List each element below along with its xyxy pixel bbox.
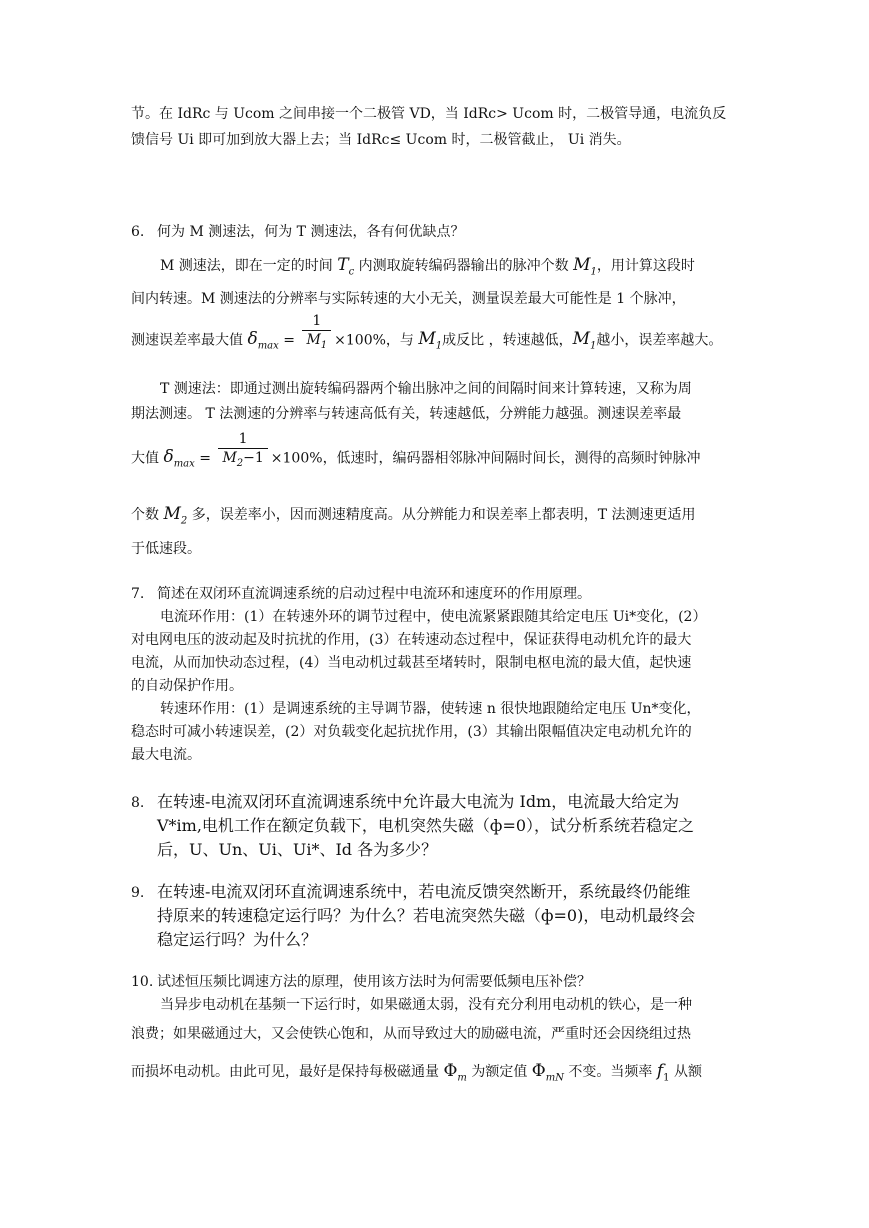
paragraph-line: 节。在 IdRc 与 Ucom 之间串接一个二极管 VD，当 IdRc> Ucom 时，二极管导通，电流负反: [131, 106, 727, 122]
paragraph-line: 当异步电动机在基频一下运行时，如果磁通太弱，没有充分利用电动机的铁心，是一种: [160, 997, 692, 1013]
paragraph-line: 间内转速。M 测速法的分辨率与实际转速的大小无关，测量误差最大可能性是 1 个脉冲，: [131, 291, 686, 307]
paragraph-line: 稳态时可减小转速误差，(2）对负载变化起抗扰作用，(3）其输出限幅值决定电动机允许的: [131, 724, 692, 740]
question-text: 稳定运行吗？为什么？: [157, 930, 318, 949]
math-percent: ×100%: [270, 450, 323, 467]
paragraph-line: [160, 255, 770, 282]
question-number: 6.: [131, 224, 145, 240]
paragraph-line: 最大电流。: [131, 747, 201, 763]
text-run: 内测取旋转编码器输出的脉冲个数: [358, 258, 569, 274]
question-number: 8.: [131, 795, 145, 811]
text-run: ，低速时，编码器相邻脉冲间隔时间长，测得的高频时钟脉冲: [322, 450, 701, 467]
paragraph-line: 电流，从而加快动态过程，(4）当电动机过载甚至堵转时，限制电枢电流的最大值，起快速: [131, 655, 692, 671]
text-run: 个数: [131, 507, 159, 523]
math-delta-max: $\delta_{max}$: [163, 447, 195, 470]
math-fraction: $\frac{1}{M_1}$: [302, 312, 331, 355]
question-8: [131, 790, 741, 815]
question-10-title: [131, 972, 741, 992]
math-M2: $M_2$: [163, 504, 188, 527]
question-9: [131, 880, 741, 905]
question-number: 10.: [131, 974, 154, 990]
text-run: ，用计算这段时: [596, 258, 695, 274]
text-run: 从额: [673, 1064, 702, 1080]
paragraph-line: [131, 1061, 741, 1088]
paragraph-line: 电流环作用：(1）在转速外环的调节过程中，使电流紧紧跟随其给定电压 Ui*变化，(2）: [160, 609, 707, 625]
text-run: ，与: [385, 332, 414, 349]
math-percent: ×100%: [334, 332, 386, 349]
math-fraction: $\frac{1}{M_2-1}$: [218, 430, 267, 473]
paragraph-line: [131, 313, 741, 357]
text-run: 多，误差率小，因而测速精度高。从分辨能力和误差率上都表明，T 法测速更适用: [191, 507, 696, 523]
paragraph-line: 期法测速。 T 法测速的分辨率与转速高低有关，转速越低，分辨能力越强。测速误差率最: [131, 406, 682, 422]
math-delta-max: $\delta_{max}$: [247, 329, 279, 352]
text-run: M 测速法，即在一定的时间: [160, 258, 333, 274]
math-f1: $f_1$: [656, 1061, 670, 1084]
math-M1: $M_1$: [573, 255, 597, 278]
question-6-title: [131, 222, 741, 242]
question-text: 何为 M 测速法，何为 T 测速法，各有何优缺点？: [157, 224, 465, 240]
paragraph-line: 馈信号 Ui 即可加到放大器上去；当 IdRc≤ Ucom 时，二极管截止， Ui 消失。: [131, 132, 631, 148]
math-equals: =: [199, 450, 211, 467]
math-equals: =: [283, 332, 295, 349]
math-M1: $M_1$: [572, 329, 597, 352]
paragraph-line: 对电网电压的波动起及时抗扰的作用，(3）在转速动态过程中，保证获得电动机允许的最大: [131, 632, 692, 648]
paragraph-line: [131, 431, 741, 475]
math-Phi-m: $\Phi_m$: [443, 1061, 467, 1084]
text-run: 成反比 ，转速越低，: [442, 332, 573, 349]
paragraph-line: 浪费；如果磁通过大，又会使铁心饱和，从而导致过大的励磁电流，严重时还会因绕组过热: [131, 1026, 691, 1042]
question-text: 简述在双闭环直流调速系统的启动过程中电流环和速度环的作用原理。: [157, 586, 591, 602]
text-run: 测速误差率最大值: [131, 332, 243, 349]
text-run: 不变。当频率: [568, 1064, 653, 1080]
paragraph-line: 的自动保护作用。: [131, 678, 243, 694]
question-7-title: [131, 584, 741, 604]
text-run: 越小，误差率越大。: [596, 332, 723, 349]
math-Phi-mN: $\Phi_{mN}$: [531, 1061, 564, 1084]
question-text: 试述恒压频比调速方法的原理，使用该方法时为何需要低频电压补偿？: [157, 974, 591, 990]
text-run: 大值: [131, 450, 159, 467]
paragraph-line: 转速环作用：(1）是调速系统的主导调节器，使转速 n 很快地跟随给定电压 Un*变化，: [160, 701, 701, 717]
question-number: 7.: [131, 586, 145, 602]
question-number: 9.: [131, 885, 145, 901]
paragraph-line: 于低速段。: [131, 541, 201, 557]
question-text: 在转速-电流双闭环直流调速系统中允许最大电流为 Idm，电流最大给定为: [157, 792, 680, 811]
paragraph-line: T 测速法：即通过测出旋转编码器两个输出脉冲之间的间隔时间来计算转速，又称为周: [160, 381, 692, 397]
paragraph-line: [131, 504, 741, 531]
question-text: 持原来的转速稳定运行吗？为什么？若电流突然失磁（ф=0)，电动机最终会: [157, 906, 696, 925]
question-text: 后，U、Un、Ui、Ui*、Id 各为多少？: [157, 840, 438, 859]
math-M1: $M_1$: [418, 329, 443, 352]
question-text: V*im,电机工作在额定负载下，电机突然失磁（ф=0），试分析系统若稳定之: [157, 816, 695, 835]
question-text: 在转速-电流双闭环直流调速系统中，若电流反馈突然断开，系统最终仍能维: [157, 882, 691, 901]
text-run: 而损坏电动机。由此可见，最好是保持每极磁通量: [131, 1064, 439, 1080]
text-run: 为额定值: [471, 1064, 528, 1080]
math-Tc: $T_c$: [337, 255, 355, 278]
